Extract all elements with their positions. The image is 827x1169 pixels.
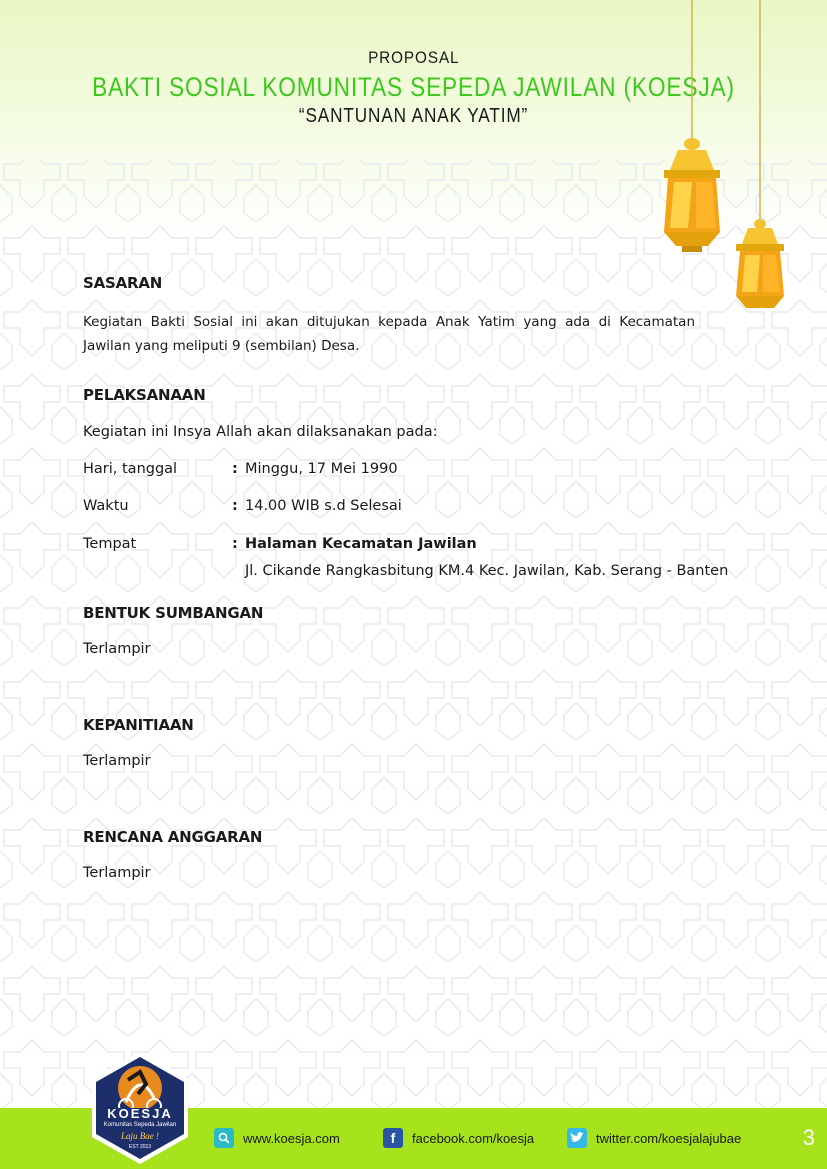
lantern-small-icon [724,0,796,316]
schedule-value-time: 14.00 WIB s.d Selesai [245,498,402,514]
page-number: 3 [802,1125,815,1150]
document-title: BAKTI SOSIAL KOMUNITAS SEPEDA JAWILAN (KOESJA) [92,72,735,102]
bentuk-sumbangan-text: Terlampir [83,641,151,657]
search-icon [214,1128,234,1148]
section-heading-sasaran: SASARAN [83,274,163,292]
schedule-value-date: Minggu, 17 Mei 1990 [245,461,398,477]
schedule-colon: : [232,536,238,552]
footer-facebook-text: facebook.com/koesja [412,1130,535,1146]
schedule-label-time: Waktu [83,498,129,514]
schedule-colon: : [232,461,238,477]
schedule-label-date: Hari, tanggal [83,461,178,477]
section-heading-rencana-anggaran: RENCANA ANGGARAN [83,828,263,846]
schedule-value-place: Halaman Kecamatan Jawilan [245,536,477,552]
rencana-anggaran-text: Terlampir [83,865,151,881]
logo-est: EST 2013 [128,1144,152,1150]
schedule-colon: : [232,498,238,514]
footer-twitter-text: twitter.com/koesjalajubae [596,1130,742,1146]
sasaran-paragraph: Kegiatan Bakti Sosial ini akan ditujukan kepada Anak Yatim yang ada di Kecamatan Jawilan yang meliputi 9 (sembilan) Desa. [83,314,695,354]
section-heading-pelaksanaan: PELAKSANAAN [83,386,206,404]
schedule-label-place: Tempat [83,536,137,552]
logo-tagline: Komunitas Sepeda Jawilan [103,1122,177,1128]
section-heading-kepanitiaan: KEPANITIAAN [83,716,194,734]
footer-website-text: www.koesja.com [243,1130,340,1146]
twitter-bird-icon [567,1128,587,1148]
logo-motto: Laju Bae ! [121,1131,159,1141]
footer-twitter[interactable] [567,1127,741,1149]
footer-website[interactable] [214,1127,340,1149]
kepanitiaan-text: Terlampir [83,753,151,769]
logo-name: KOESJA [107,1106,173,1121]
document-subtitle: “SANTUNAN ANAK YATIM” [298,105,529,127]
proposal-label: PROPOSAL [367,48,460,67]
footer-facebook[interactable] [383,1127,534,1149]
schedule-value-address: Jl. Cikande Rangkasbitung KM.4 Kec. Jawilan, Kab. Serang - Banten [245,563,729,579]
facebook-icon: f [383,1128,403,1148]
pelaksanaan-intro: Kegiatan ini Insya Allah akan dilaksanakan pada: [83,424,438,440]
section-heading-bentuk-sumbangan: BENTUK SUMBANGAN [83,604,264,622]
